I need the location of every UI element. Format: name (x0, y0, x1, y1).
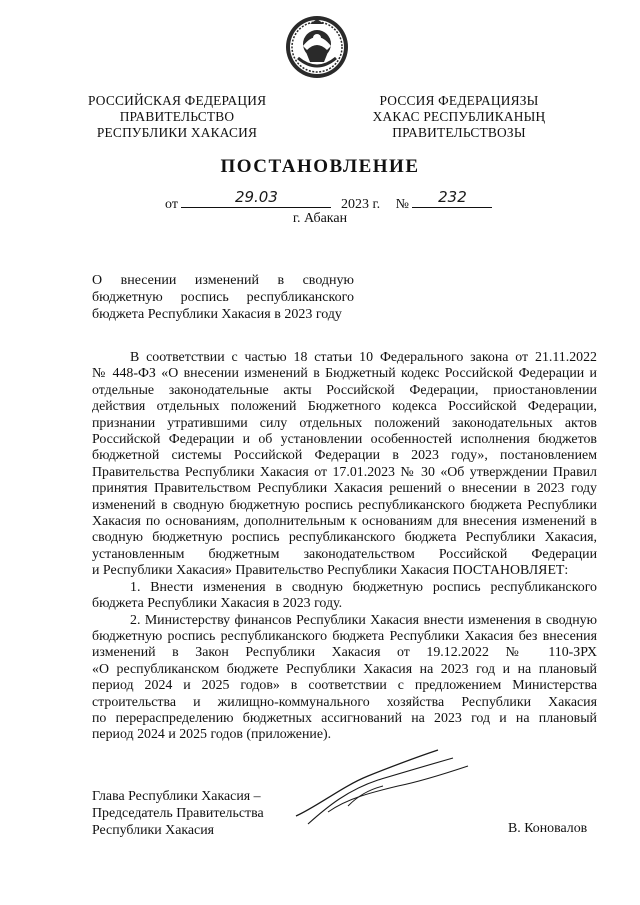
date-number-line (165, 188, 492, 213)
signer-name: В. Коновалов (508, 821, 588, 836)
body-line: действия отдельных положений Бюджетного кодекса Российской Федерации, (92, 399, 597, 415)
handwritten-date: 29.03 (234, 188, 278, 206)
body-line: признании утратившими силу отдельных положений законодательных актов (92, 415, 597, 431)
subject-line: О внесении изменений в сводную (92, 273, 354, 288)
body-line: период 2024 и 2025 годов (приложение). (92, 727, 332, 743)
body-line: бюджета Республики Хакасия в 2023 году. (92, 596, 343, 612)
subject-line: бюджетную роспись республиканского (92, 290, 354, 305)
header-left-russian (88, 93, 266, 141)
subject-line: бюджета Республики Хакасия в 2023 году (92, 307, 342, 322)
handwritten-number: 232 (438, 188, 467, 206)
position-line: Глава Республики Хакасия – (92, 789, 261, 804)
body-line: бюджетную роспись республиканского бюджета Республики Хакасия без внесения (92, 628, 597, 644)
position-line: Республики Хакасия (92, 823, 215, 838)
body-line: Хакасия по основаниям, дополнительным к основаниям для внесения изменений в (92, 514, 597, 530)
header-right-line: ХАКАС РЕСПУБЛИКАНЫҢ (372, 109, 546, 124)
header-left-line: РОССИЙСКАЯ ФЕДЕРАЦИЯ (88, 93, 267, 108)
header-right-line: РОССИЯ ФЕДЕРАЦИЯЗЫ (379, 93, 539, 108)
body-line: строительства и жилищно-коммунального хозяйства Республики Хакасия (92, 694, 597, 710)
body-line: Правительства Республики Хакасия от 17.01.2023 № 30 «Об утверждении Правил (92, 464, 597, 480)
header-left-line: ПРАВИТЕЛЬСТВО (119, 109, 235, 124)
header-right-khakas (370, 93, 548, 141)
document-title: ПОСТАНОВЛЕНИЕ (220, 156, 420, 177)
body-line: Российской Федерации и об установлении особенностей исполнения бюджетов (92, 432, 597, 448)
number-underline (412, 188, 492, 208)
subject-heading (92, 272, 354, 323)
document-body (92, 350, 597, 744)
body-line: «О республиканском бюджете Республики Хакасия на 2023 год и на плановый (92, 661, 597, 677)
body-line: сводную бюджетную роспись республиканского бюджета Республики Хакасия, (92, 530, 597, 546)
body-line: 2. Министерству финансов Республики Хакасия внести изменения в сводную (130, 612, 597, 628)
date-prefix: от (165, 197, 178, 212)
date-underline (181, 188, 331, 208)
body-line: 1. Внести изменения в сводную бюджетную роспись республиканского (130, 579, 597, 595)
number-sign: № (395, 197, 409, 212)
body-line: принятия Правительством Республики Хакасия решений о внесении в 2023 году (92, 481, 597, 497)
coat-of-arms-emblem (284, 14, 350, 80)
position-line: Председатель Правительства (92, 806, 264, 821)
handwritten-signature (288, 746, 478, 830)
body-line: период 2024 и 2025 годов» в соответствии с предложением Министерства (92, 678, 597, 694)
signature-position (92, 788, 264, 839)
body-line: установленным бюджетным законодательством Российской Федерации (92, 546, 597, 562)
body-line: изменений в Закон Республики Хакасия от 19.12.2022 № 110-ЗРХ (92, 645, 597, 661)
body-line: по перераспределению бюджетных ассигнований на 2023 год и на плановый (92, 710, 597, 726)
city-label: г. Абакан (292, 211, 348, 226)
body-line: В соответствии с частью 18 статьи 10 Федерального закона от 21.11.2022 (130, 350, 597, 365)
body-line: № 448-ФЗ «О внесении изменений в Бюджетный кодекс Российской Федерации и (92, 366, 597, 382)
body-line: изменений в сводную бюджетную роспись республиканского бюджета Республики (92, 497, 597, 513)
body-line: и Республики Хакасия» Правительство Республики Хакасия ПОСТАНОВЛЯЕТ: (92, 563, 569, 579)
body-line: отдельные законодательные акты Российской Федерации, приостановлении (92, 382, 597, 398)
body-line: бюджетной системы Российской Федерации в 2023 году», постановлением (92, 448, 597, 464)
header-left-line: РЕСПУБЛИКИ ХАКАСИЯ (96, 125, 258, 140)
header-right-line: ПРАВИТЕЛЬСТВОЗЫ (392, 125, 526, 140)
year-label: 2023 г. (340, 197, 381, 212)
